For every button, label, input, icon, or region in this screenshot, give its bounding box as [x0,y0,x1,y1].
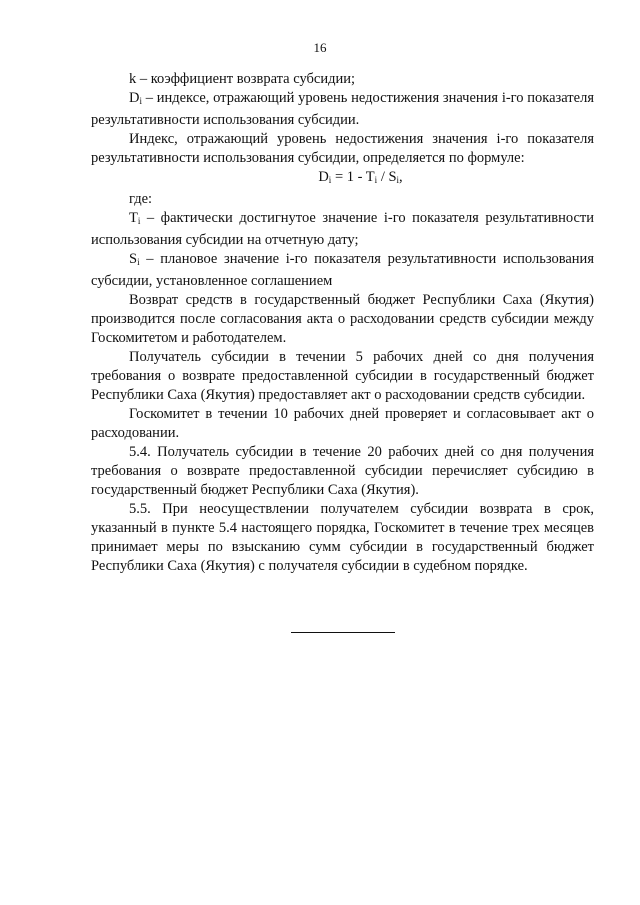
paragraph-planned-value-s [91,250,594,291]
formula-divisor: / S [377,169,397,185]
paragraph-coefficient-k: k – коэффициент возврата субсидии; [129,71,356,87]
formula-comma: , [399,169,403,185]
symbol-s-subscript: i [137,257,140,267]
end-of-document-rule [291,632,395,633]
paragraph-refund-procedure: Возврат средств в государственный бюджет Республики Саха (Якутия) производится после согласования акта о расходовании средств субсидии между Госкомитетом и работодателем. [91,292,594,346]
formula-d: D [318,169,329,185]
formula-middle: = 1 - T [331,169,375,185]
paragraph-section-5-4: 5.4. Получатель субсидии в течение 20 рабочих дней со дня получения требования о возврате предоставленной субсидии перечисляет субсидию в государственный бюджет Республики Саха (Якутия). [91,444,594,498]
document-body [91,70,594,576]
symbol-t: T [129,210,138,226]
symbol-t-subscript: i [137,216,141,226]
paragraph-where: где: [129,191,153,207]
paragraph-committee-check: Госкомитет в течении 10 рабочих дней проверяет и согласовывает акт о расходовании. [91,406,594,441]
formula-d-subscript: i [328,175,332,185]
symbol-d: D [129,90,140,106]
paragraph-section-5-5: 5.5. При неосуществлении получателем субсидии возврата в срок, указанный в пункте 5.4 настоящего порядка, Госкомитет в течение трех месяцев принимает меры по взысканию сумм субсидии в государственный бюджет Республики Саха (Якутия) с получателя субсидии в судебном порядке. [91,501,594,574]
symbol-s: S [129,251,138,267]
formula-s-subscript: i [396,175,400,185]
paragraph-actual-value-t [91,209,594,250]
symbol-d-subscript: i [139,96,142,106]
paragraph-index-d-text: – индексе, отражающий уровень недостижения значения i-го показателя результативности использования субсидии. [91,90,594,128]
paragraph-recipient-act: Получатель субсидии в течении 5 рабочих дней со дня получения требования о возврате предоставленной субсидии в государственный бюджет Республики Саха (Якутия) предоставляет акт о расходовании средств субсидии. [91,349,594,403]
paragraph-actual-value-t-text: – фактически достигнутое значение i-го показателя результативности использования субсидии на отчетную дату; [91,210,594,248]
paragraph-index-definition: Индекс, отражающий уровень недостижения значения i-го показателя результативности использования субсидии, определяется по формуле: [91,131,594,166]
paragraph-index-d [91,89,594,130]
paragraph-planned-value-s-text: – плановое значение i-го показателя результативности использования субсидии, установленное соглашением [91,251,594,289]
page-number: 16 [313,40,327,55]
formula-t-subscript: i [374,175,378,185]
formula [91,168,594,190]
